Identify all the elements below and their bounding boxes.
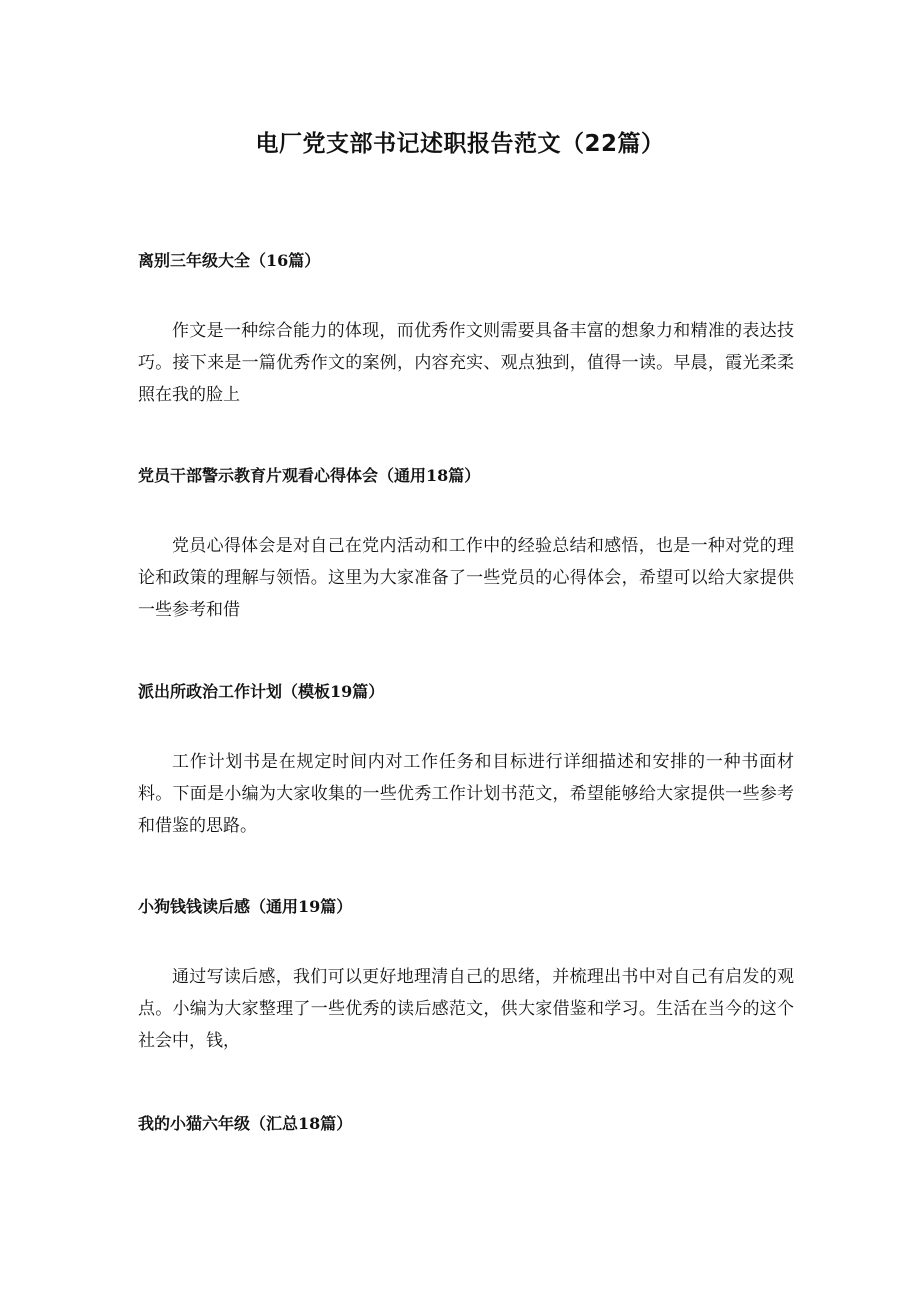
section-heading-2: 党员干部警示教育片观看心得体会（通用18篇）	[138, 466, 481, 485]
section-body-2: 党员心得体会是对自己在党内活动和工作中的经验总结和感悟，也是一种对党的理论和政策的理解与领悟。这里为大家准备了一些党员的心得体会，希望可以给大家提供一些参考和借	[138, 536, 794, 620]
section-body-3: 工作计划书是在规定时间内对工作任务和目标进行详细描述和安排的一种书面材料。下面是小编为大家收集的一些优秀工作计划书范文，希望能够给大家提供一些参考和借鉴的思路。	[138, 752, 794, 836]
section-heading-5: 我的小猫六年级（汇总18篇）	[138, 1114, 353, 1133]
section-heading-4: 小狗钱钱读后感（通用19篇）	[138, 897, 353, 916]
section-heading-3: 派出所政治工作计划（模板19篇）	[138, 682, 385, 701]
section-body-4: 通过写读后感，我们可以更好地理清自己的思绪，并梳理出书中对自己有启发的观点。小编为大家整理了一些优秀的读后感范文，供大家借鉴和学习。生活在当今的这个社会中，钱，	[138, 967, 794, 1051]
section-body-1: 作文是一种综合能力的体现，而优秀作文则需要具备丰富的想象力和精准的表达技巧。接下来是一篇优秀作文的案例，内容充实、观点独到，值得一读。早晨，霞光柔柔照在我的脸上	[138, 321, 794, 405]
document-title: 电厂党支部书记述职报告范文（22篇）	[255, 131, 665, 157]
section-heading-1: 离别三年级大全（16篇）	[138, 251, 321, 270]
